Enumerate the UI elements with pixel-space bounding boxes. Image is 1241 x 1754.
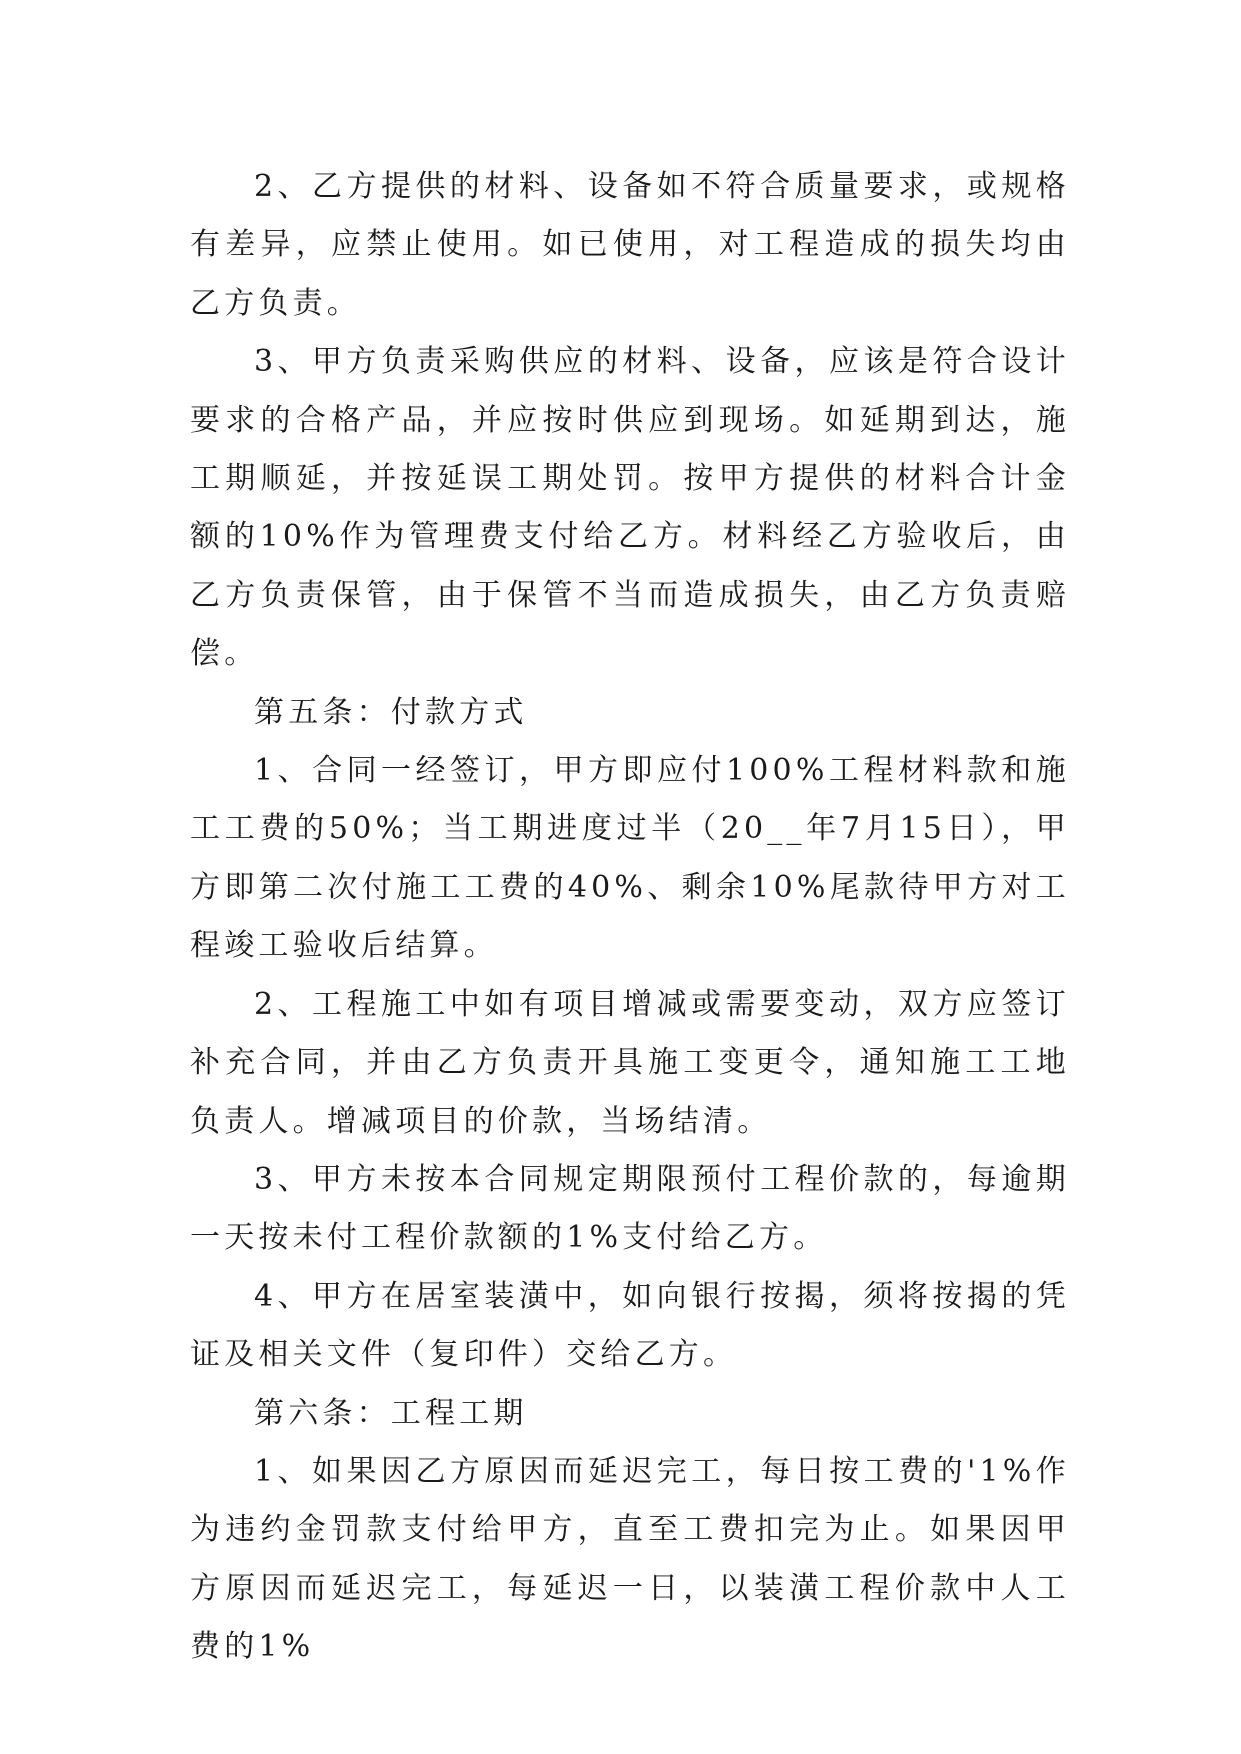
paragraph-delay-penalty: 1、如果因乙方原因而延迟完工，每日按工费的'1%作为违约金罚款支付给甲方，直至工费扣完为止。如果因甲方原因而延迟完工，每延迟一日，以装潢工程价款中人工费的1% [190, 1453, 1070, 1665]
paragraph-late-payment: 3、甲方未按本合同规定期限预付工程价款的，每逾期一天按未付工程价款额的1%支付给乙方。 [190, 1161, 1070, 1256]
paragraph-payment-schedule: 1、合同一经签订，甲方即应付100%工程材料款和施工工费的50%；当工期进度过半（20__年7月15日），甲方即第二次付施工工费的40%、剩余10%尾款待甲方对工程竣工验收后结算。 [190, 753, 1070, 964]
paragraph-material-quality: 2、乙方提供的材料、设备如不符合质量要求，或规格有差异，应禁止使用。如已使用，对工程造成的损失均由乙方负责。 [190, 169, 1070, 321]
paragraph-party-a-supply: 3、甲方负责采购供应的材料、设备，应该是符合设计要求的合格产品，并应按时供应到现场。如延期到达，施工期顺延，并按延误工期处罚。按甲方提供的材料合计金额的10%作为管理费支付给乙方。材料经乙方验收后，由乙方负责保管，由于保管不当而造成损失，由乙方负责赔偿。 [190, 344, 1070, 672]
paragraph-change-order: 2、工程施工中如有项目增减或需要变动，双方应签订补充合同，并由乙方负责开具施工变更令，通知施工工地负责人。增减项目的价款，当场结清。 [190, 986, 1070, 1139]
section-heading-payment: 第五条：付款方式 [254, 694, 528, 730]
paragraph-mortgage: 4、甲方在居室装潢中，如向银行按揭，须将按揭的凭证及相关文件（复印件）交给乙方。 [190, 1278, 1070, 1373]
section-heading-schedule: 第六条：工程工期 [254, 1395, 528, 1431]
document-body [190, 158, 1070, 1677]
